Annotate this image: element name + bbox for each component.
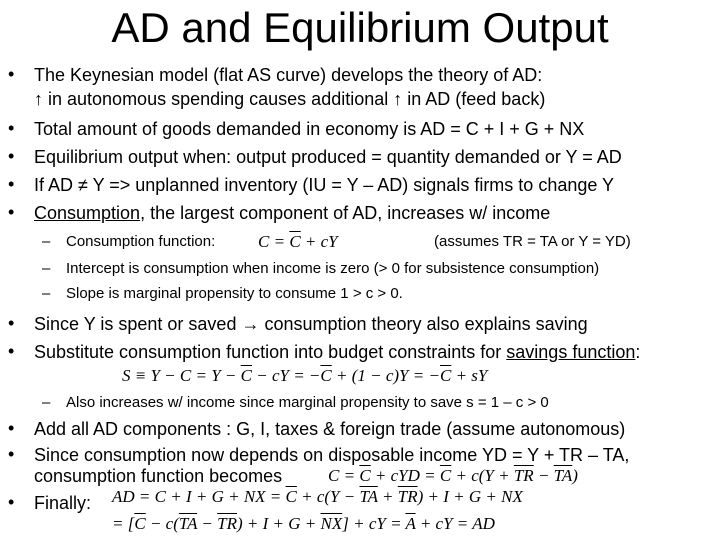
- ad-formula-line1: AD = C + I + G + NX = $\overline{C} + c(Y - \overline{TA} + \overline{TR}) + I + G$ + NX: [112, 487, 523, 506]
- bullet-marker: •: [8, 174, 15, 194]
- bullet-marker: •: [8, 202, 15, 222]
- bullet-total-ad: Total amount of goods demanded in economy is AD = C + I + G + NX: [34, 119, 585, 139]
- bullet-marker: •: [8, 418, 15, 438]
- substitute-colon: :: [635, 342, 641, 362]
- sub-mps: Also increases w/ income since marginal propensity to save s = 1 – c > 0: [66, 394, 549, 411]
- bullet-add-components: Add all AD components : G, I, taxes & foreign trade (assume autonomous): [34, 419, 626, 439]
- bullet-finally: Finally:: [34, 493, 92, 513]
- dash-marker: –: [42, 285, 51, 302]
- sub-slope: Slope is marginal propensity to consume 1 > c > 0.: [66, 285, 403, 302]
- dash-marker: –: [42, 260, 51, 277]
- bullet-substitute: [34, 341, 640, 363]
- bullet-marker: •: [8, 492, 15, 512]
- bullet-consumption: [34, 202, 550, 224]
- sub-assumption-note: (assumes TR = TA or Y = YD): [434, 233, 631, 250]
- bullet-marker: •: [8, 313, 15, 333]
- dash-marker: –: [42, 394, 51, 411]
- bullet-unplanned-inventory: If AD ≠ Y => unplanned inventory (IU = Y – AD) signals firms to change Y: [34, 175, 615, 195]
- bullet-marker: •: [8, 341, 15, 361]
- bullet-keynesian-line1: The Keynesian model (flat AS curve) develops the theory of AD:: [34, 65, 543, 85]
- bullet-disposable-line2: consumption function becomes: [34, 466, 283, 486]
- bullet-marker: •: [8, 444, 15, 464]
- savings-function-term: savings function: [506, 342, 636, 362]
- bullet-marker: •: [8, 64, 15, 84]
- savings-function-formula: $S \equiv Y - C = Y - \overline{C}$ − cY = $-\overline{C} + (1 - c)Y = -\overline{C}$ + sY: [122, 366, 488, 385]
- substitute-text: Substitute consumption function into budget constraints for: [34, 342, 507, 362]
- consumption-rest: , the largest component of AD, increases w/ income: [140, 203, 551, 223]
- bullet-keynesian-line2: ↑ in autonomous spending causes additional ↑ in AD (feed back): [34, 89, 546, 109]
- bullet-equilibrium: Equilibrium output when: output produced = quantity demanded or Y = AD: [34, 147, 622, 167]
- sub-intercept: Intercept is consumption when income is zero (> 0 for subsistence consumption): [66, 260, 600, 277]
- consumption-yd-formula: $C = \overline{C}$ + cYD = $\overline{C} + c(Y + \overline{TR} - \overline{TA})$: [328, 466, 578, 485]
- dash-marker: –: [42, 233, 51, 250]
- sub-consumption-function: Consumption function:: [66, 233, 216, 250]
- bullet-saving: Since Y is spent or saved → consumption theory also explains saving: [34, 314, 588, 334]
- bullet-marker: •: [8, 118, 15, 138]
- bullet-marker: •: [8, 146, 15, 166]
- ad-formula-line2: = $[\overline{C} - c(\overline{TA} - \overline{TR}) + I + G + \overline{NX}]$ + cY = $\overline{A}$ + cY = AD: [112, 514, 495, 533]
- slide-title: AD and Equilibrium Output: [111, 4, 609, 51]
- consumption-function-formula: $C = \overline{C}$ + cY: [258, 232, 338, 251]
- consumption-term: Consumption: [34, 203, 141, 223]
- bullet-disposable-line1: Since consumption now depends on disposable income YD = Y + TR – TA,: [34, 445, 630, 465]
